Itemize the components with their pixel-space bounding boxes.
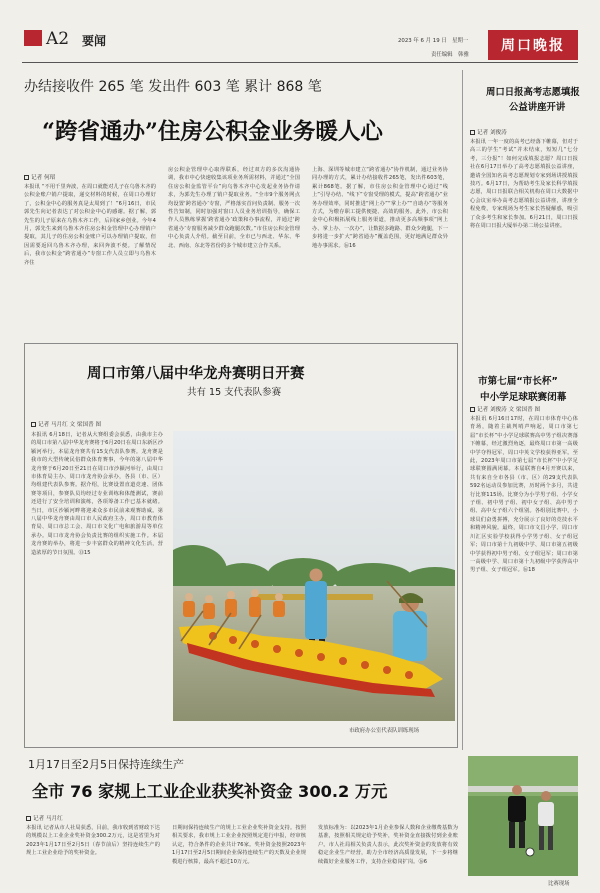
header-rule [22, 62, 578, 63]
byline-marker [470, 130, 475, 135]
dragon-boat-body: 本报讯 6月18日，记者从大赛组委会获悉，由我市主办的周口市第八届中华龙舟赛将于6月20日在周口东新区沙颍河举行。本届龙舟赛共有15支代表队参赛。龙舟赛是我市的大型传统民俗群众体育赛事，今年的第八届中华龙舟赛于6月20日至21日在周口市沙颍河举行，由周口市体育局主办、周口市龙舟协会承办，各县（市、区）均组建代表队参赛。据介绍，比赛设置直道竞速、团体赛等项目，参赛队员均经过专业训练和体能测试，赛前还进行了安全培训和演练，各项筹备工作已基本就绪。当日，市区沙颍河畔将迎来众多市民前来观赛助威。第八届中华龙舟赛由周口市人民政府主办，周口市教育体育局、周口市总工会、周口市文化广电和旅游局等单位承办。周口市龙舟协会负责比赛的组织实施工作。本届龙舟赛的举办，将进一步丰富群众的精神文化生活，营造浓厚的节日氛围。⑬15 [31, 432, 163, 556]
byline-marker [470, 407, 475, 412]
section-label: 要闻 [82, 34, 107, 48]
industry-story [22, 756, 462, 893]
football-photo [468, 756, 578, 876]
lecture-headline-2: 公益讲座开讲 [509, 102, 566, 113]
football-byline-text: 记者 刘俊涛 文 梁国普 图 [477, 407, 541, 413]
football-headline-2: 中小学足球联赛闭幕 [480, 392, 567, 403]
dragon-boat-subhead: 共有 15 支代表队参赛 [187, 387, 282, 398]
industry-headline: 全市 76 家规上工业企业获奖补资金 300.2 万元 [32, 782, 388, 801]
football-photo-image [468, 756, 578, 876]
dragon-boat-headline: 周口市第八届中华龙舟赛明日开赛 [87, 366, 305, 382]
industry-byline [26, 814, 63, 822]
masthead-text: 周口晚报 [501, 38, 565, 54]
page-code-box [24, 30, 42, 46]
top-story-byline [24, 173, 55, 181]
byline-marker [26, 816, 31, 821]
football-caption: 比赛现场 [548, 881, 570, 887]
masthead-logo [488, 30, 578, 60]
top-story-col3: 上海、深圳等城市建立“跨省通办”协作机制，通过业务协同办理的方式，累计办结接收件265笔，发出件603笔，累计868笔。据了解，市住房公积金管理中心通过“线上”引导办结、“线下”专窗受理的模式，提高“跨省通办”业务办理效率，同时推进“网上办”“掌上办”“自助办”等服务方式，为缴存职工提供便捷、高效的服务。此外，市公积金中心积极拓展线上服务渠道，推动更多高频事项“网上办、掌上办、一次办”，让数据多跑路、群众少跑腿，下一步将进一步扩大“跨省通办”覆盖范围，更好地满足群众异地办事需求。⑯16 [312, 167, 448, 249]
top-story-kicker: 办结接收件 265 笔 发出件 603 笔 累计 868 笔 [24, 79, 322, 95]
football-body: 本报讯 6月16日17时，在周口市体育中心体育场，随着主裁判哨声响起，周口市第七届“市长杯”中小学足球联赛高中男子组决赛落下帷幕，经过激烈角逐，最终周口市第一高级中学夺得冠军，周口中英文学校获得亚军。至此，2023年周口市第七届“市长杯”中小学足球联赛圆满闭幕。本届联赛自4月开赛以来，共有来自全市各县（市、区）的29支代表队592名运动员参加比赛，历时两个多月，共进行比赛115场。比赛分为小学男子组、小学女子组、初中男子组、初中女子组、高中男子组、高中女子组六个组别。各组别比赛中，小球员们奋勇拼搏，充分展示了良好的竞技水平和精神风貌。最终，周口市文昌小学、周口市川汇区实验学校获得小学男子组、女子组冠军；周口市第十九初级中学、周口市第五初级中学获得初中男子组、女子组冠军；周口市第一高级中学、周口市第十九初级中学获得高中男子组、女子组冠军。⑯18 [470, 416, 578, 574]
byline-marker [24, 175, 29, 180]
page-header [0, 0, 600, 62]
header-date: 2023 年 6 月 19 日 星期一 [398, 38, 469, 44]
dragon-boat-byline [31, 420, 101, 428]
lecture-byline-text: 记者 刘俊涛 [477, 130, 507, 136]
byline-marker [31, 422, 36, 427]
top-story-headline: “跨省通办”住房公积金业务暖人心 [42, 119, 383, 145]
dragon-boat-caption: 市政府办公室代表队训练现场 [349, 728, 420, 734]
industry-col1: 本报讯 记者从市人社局获悉，目前，我市收到省财政下达的规模以上工业企业奖补资金300.2万元，这是省里为对2023年1月17日至2月5日（春节前后）坚持连续生产的规上工业企业给予的奖补资金。 [26, 825, 160, 857]
top-story-col1: 本报讯 “不用千里奔波，在周口就能对儿子在乌鲁木齐的公积金账户销户提取，递交材料的时候，在周口办理好了，公积金中心的服务真是太周到了！”6月16日，市民郭先生向记者表达了对公积金中心的感谢。据了解，郭先生的儿子原来在乌鲁木齐工作，后回家乡创业。今年4月，郭先生来到乌鲁木齐住房公积金管理中心办理销户提取，其儿子的住房公积金账户可以办理销户提取，但因需要返回乌鲁木齐办理，来回奔波不便。了解情况后，我市公积金“跨省通办”专窗工作人员立即与乌鲁木齐住 [24, 184, 156, 266]
dragon-boat-photo-image [173, 431, 455, 721]
top-story-byline-text: 记者 何瑁 [31, 175, 56, 181]
dragon-boat-box [24, 343, 458, 748]
industry-col3: 发放标准为：以2023年1月企业参保人数和企业缴费基数为基准，按照相关规定给予奖补，奖补资金直接拨付到企业账户。市人社局相关负责人表示，此次奖补资金的发放将有效稳定企业生产经营，助力全市经济高质量发展，下一步将继续做好企业服务工作，支持企业稳岗扩岗。⑯6 [318, 825, 458, 865]
page-code: A2 [46, 29, 70, 49]
industry-kicker: 1月17日至2月5日保持连续生产 [28, 758, 184, 771]
industry-col2: 日期间保持连续生产的规上工业企业奖补资金支持。按照相关要求，我市规上工业企业按照规定进行申报，经审核认定，符合条件的企业共计76家。奖补资金按照2023年1月17日至2月5日期间企业保持连续生产的天数及企业规模进行核算，最高不超过10万元。 [172, 825, 306, 865]
sidebar-lecture [466, 70, 580, 340]
top-story-col2: 房公积金管理中心取得联系，经过双方的多次沟通协调，我市中心快速收集该项业务所需材料，并通过“全国住房公积金监管平台”向乌鲁木齐中心发起业务协作请求，为郭先生办理了销户提取业务。“全市9个服务网点均设置‘跨省通办’专窗，严格落实首问负责制、服务一次性告知制，同时加强对窗口人员业务培训指导，确保工作人员熟练掌握‘跨省通办’政策和办事流程，并通过‘跨省通办’专窗服务减少群众跑腿次数。”市住房公积金管理中心负责人介绍。截至目前，全市已与西北、华东、华北、西南、东北等省份的多个城市建立合作关系。 [168, 167, 300, 249]
column-divider-right [462, 70, 463, 750]
top-story [22, 70, 450, 340]
industry-byline-text: 记者 马月红 [33, 816, 63, 822]
dragon-boat-photo [173, 431, 455, 721]
football-byline [470, 405, 540, 413]
dragon-boat-byline-text: 记者 马月红 文 梁国普 图 [38, 422, 102, 428]
football-headline-1: 市第七届“市长杯” [478, 376, 558, 387]
football-story [466, 343, 580, 748]
lecture-headline-1: 周口日报高考志愿填报 [486, 87, 580, 98]
lecture-body: 本报讯 一年一度的高考已经落下帷幕，但对于高三的学生“考试”并未结束，短短几“七分考，三分报”！如何完成填报志愿？周口日报社在6月17日举办了高考志愿填报公益讲座，邀请全国知名高考志愿规划专家到场讲授填报技巧。6月17日，为帮助考生及家长科学填报志愿，周口日报联合相关机构在周口大数据中心会议室举办高考志愿填报公益讲座，讲座全程免费，专家现场为考生家长答疑解惑，吸引了众多考生和家长参加。6月21日，周口日报将在周口日报大厦举办第二场公益讲座。 [470, 139, 578, 230]
header-editor: 责任编辑 韩雅 [431, 52, 469, 58]
lecture-byline [470, 128, 507, 136]
